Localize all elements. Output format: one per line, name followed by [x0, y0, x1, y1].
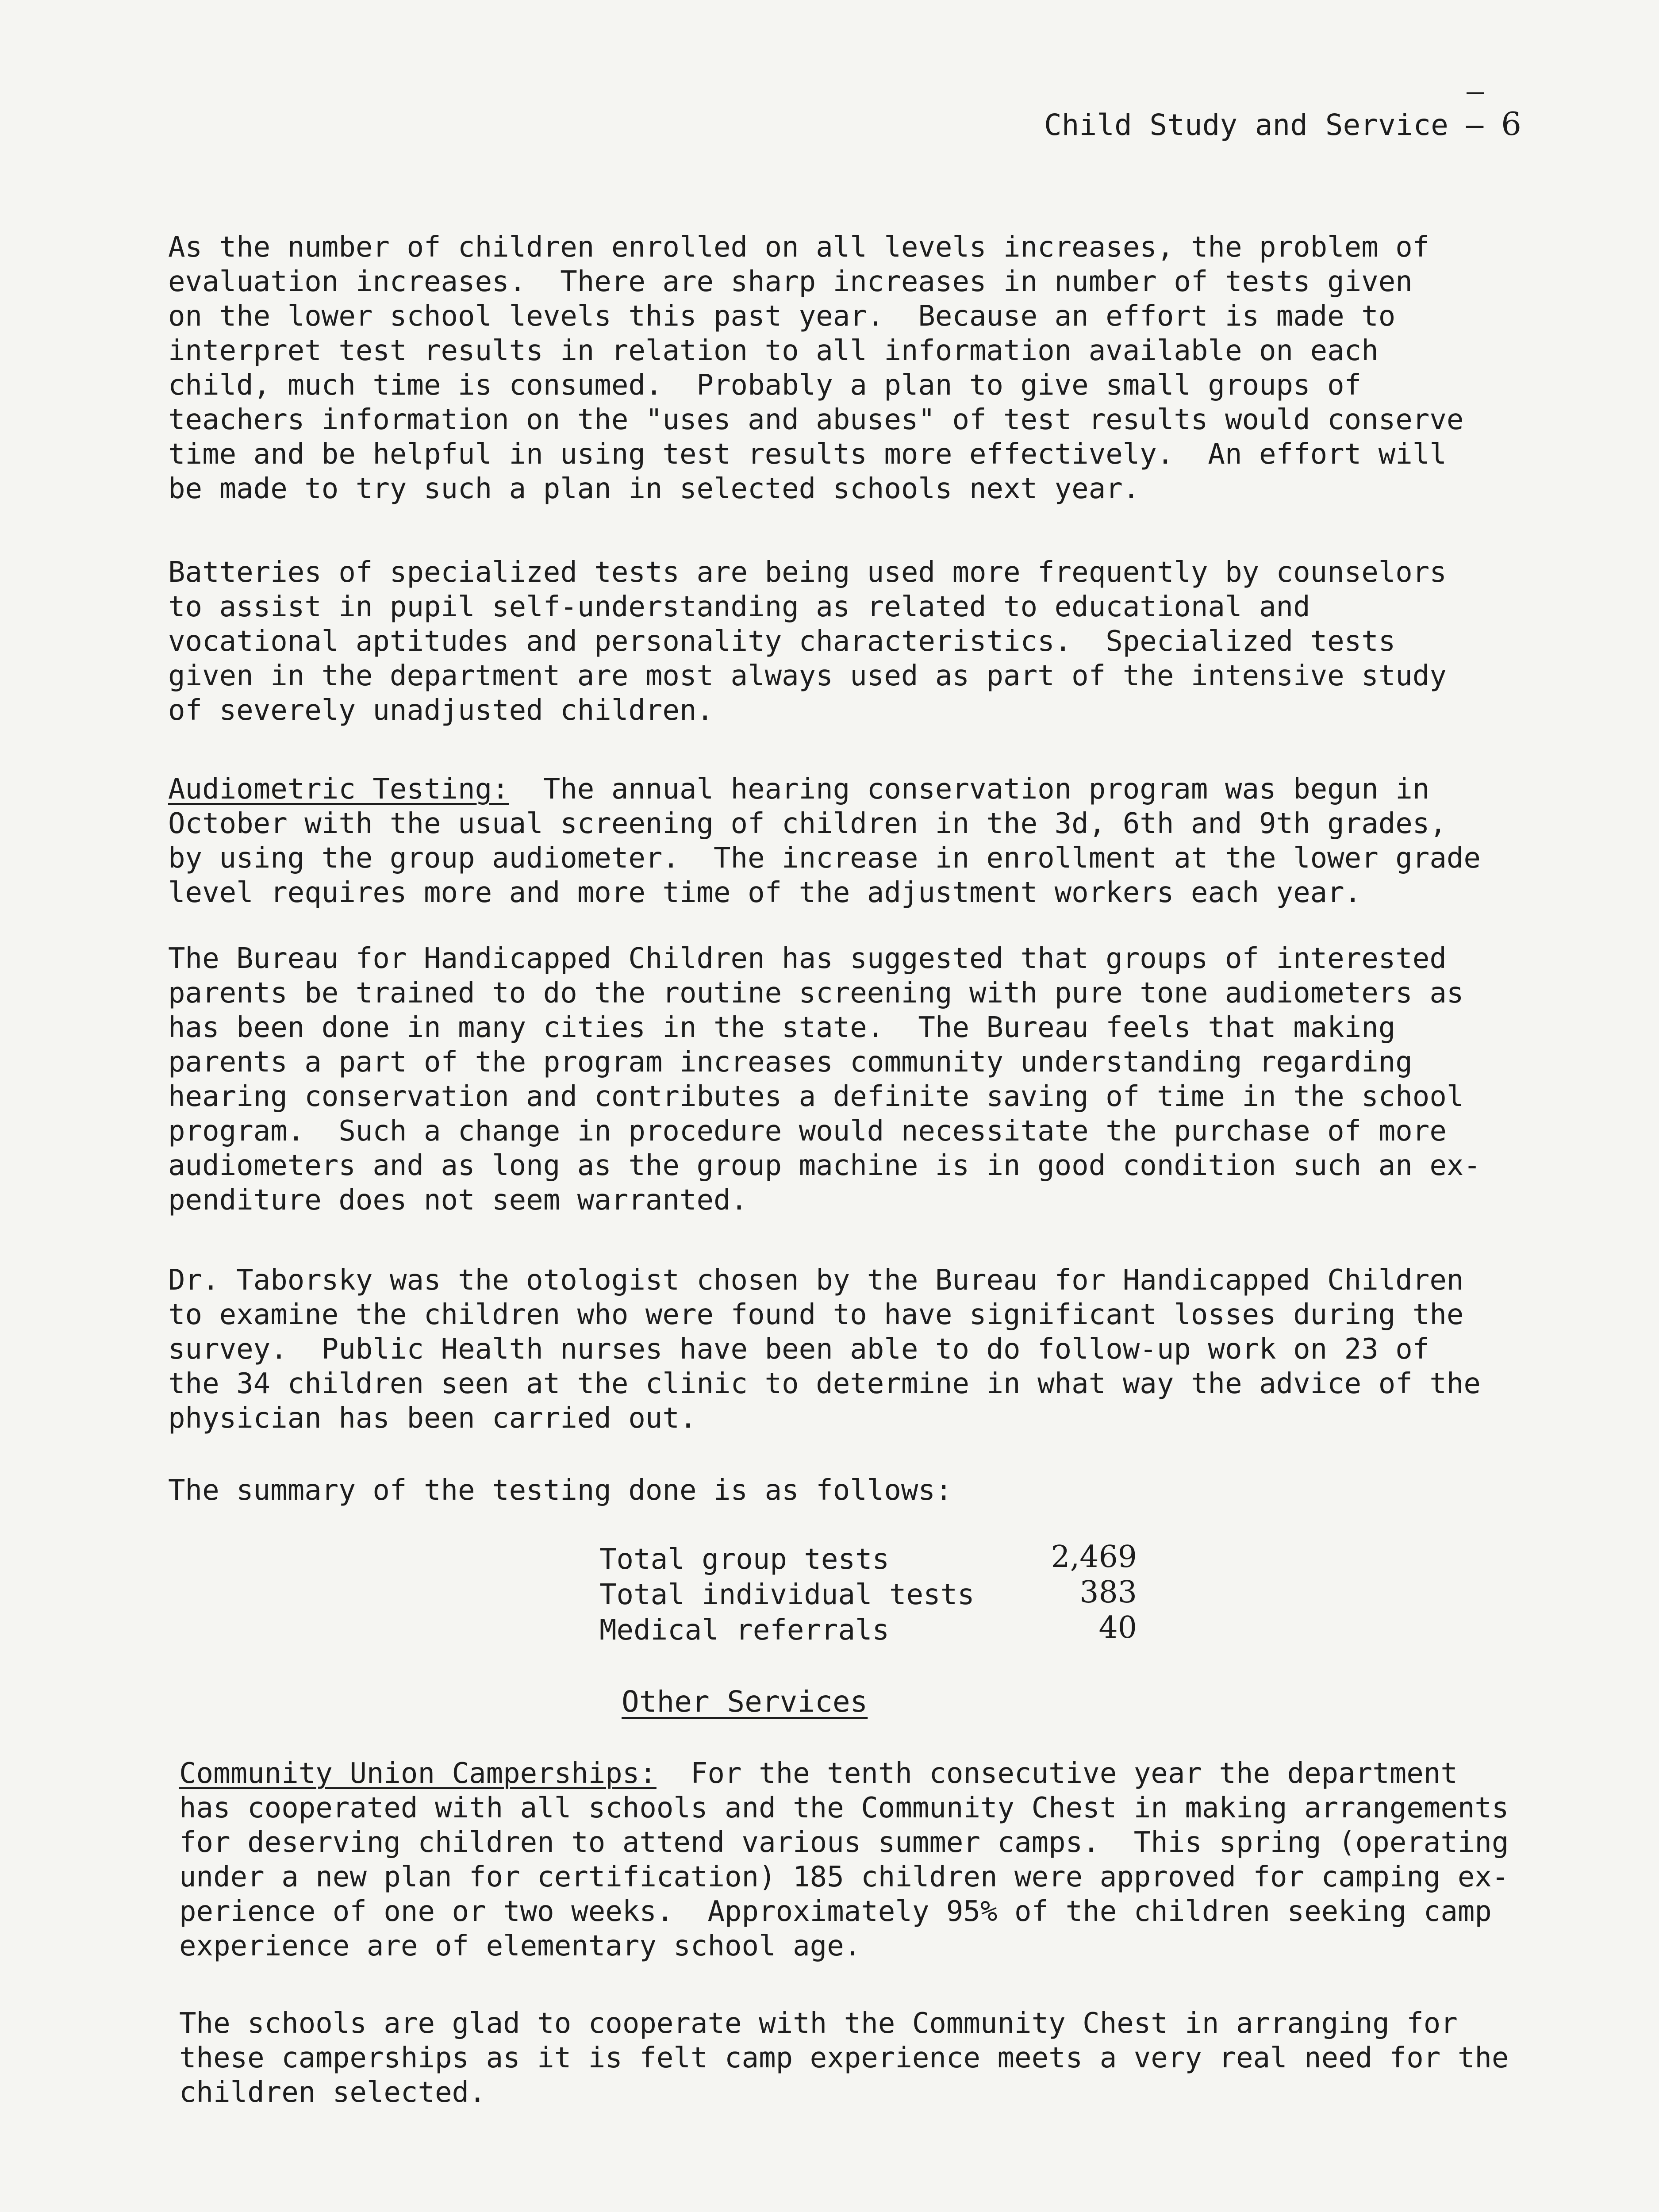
summary-label: Total individual tests — [599, 1578, 975, 1611]
paragraph-taborsky — [168, 1263, 1548, 1436]
text-line: Batteries of specialized tests are being used more frequently by counselors — [168, 556, 1447, 589]
text-line: under a new plan for certification) 185 children were approved for camping ex- — [179, 1861, 1509, 1893]
text-line: has been done in many cities in the state. The Bureau feels that making — [168, 1011, 1396, 1044]
paragraph-evaluation — [168, 230, 1548, 506]
text-line: the 34 children seen at the clinic to determine in what way the advice of the — [168, 1367, 1481, 1400]
paragraph-summary-intro — [168, 1473, 1548, 1508]
summary-label: Medical referrals — [599, 1614, 890, 1647]
text-line: of severely unadjusted children. — [168, 694, 714, 727]
text-line: for deserving children to attend various summer camps. This spring (operating — [179, 1826, 1509, 1859]
text-line: survey. Public Health nurses have been able to do follow-up work on 23 of — [168, 1333, 1430, 1366]
text-line: by using the group audiometer. The increase in enrollment at the lower grade — [168, 842, 1481, 875]
text-line: level requires more and more time of the adjustment workers each year. — [168, 876, 1362, 909]
page-number: 6 — [1501, 105, 1521, 142]
text-line: to assist in pupil self-understanding as related to educational and — [168, 591, 1310, 623]
text-line: time and be helpful in using test results more effectively. An effort will — [168, 438, 1447, 471]
text-line — [179, 1756, 1559, 1791]
header-dash: – — [1466, 108, 1484, 142]
text-line: parents be trained to do the routine screening with pure tone audiometers as — [168, 977, 1464, 1010]
text-line: physician has been carried out. — [168, 1402, 697, 1435]
text-line: children selected. — [179, 2076, 486, 2109]
page-header — [1044, 105, 1521, 142]
text-fragment: For the tenth consecutive year the department — [656, 1757, 1458, 1790]
text-line: The Bureau for Handicapped Children has suggested that groups of interested — [168, 942, 1447, 975]
text-line: evaluation increases. There are sharp increases in number of tests given — [168, 265, 1413, 298]
text-line: hearing conservation and contributes a definite saving of time in the school — [168, 1080, 1464, 1113]
camperships-heading: Community Union Camperships: — [179, 1757, 657, 1790]
text-line: be made to try such a plan in selected schools next year. — [168, 472, 1140, 505]
text-line: vocational aptitudes and personality characteristics. Specialized tests — [168, 625, 1396, 658]
text-line: The schools are glad to cooperate with the Community Chest in arranging for — [179, 2007, 1458, 2040]
text-line: The summary of the testing done is as follows: — [168, 1474, 952, 1507]
text-line: has cooperated with all schools and the Community Chest in making arrangements — [179, 1792, 1509, 1824]
summary-label: Total group tests — [599, 1543, 890, 1576]
text-line: October with the usual screening of children in the 3d, 6th and 9th grades, — [168, 807, 1447, 840]
text-line: to examine the children who were found to have significant losses during the — [168, 1298, 1464, 1331]
paragraph-audiometric — [168, 772, 1548, 910]
text-line: Dr. Taborsky was the otologist chosen by the Bureau for Handicapped Children — [168, 1264, 1464, 1297]
text-line: interpret test results in relation to all information available on each — [168, 334, 1379, 367]
top-mark: – — [1467, 74, 1484, 108]
other-services-heading: Other Services — [622, 1685, 868, 1719]
text-line: program. Such a change in procedure would necessitate the purchase of more — [168, 1115, 1447, 1148]
summary-value: 2,469 — [1051, 1540, 1137, 1575]
text-line: audiometers and as long as the group machine is in good condition such an ex- — [168, 1149, 1481, 1182]
text-fragment: The annual hearing conservation program was begun in — [509, 773, 1430, 806]
text-line: teachers information on the "uses and abuses" of test results would conserve — [168, 403, 1464, 436]
text-line: given in the department are most always used as part of the intensive study — [168, 660, 1447, 692]
paragraph-camperships — [179, 1756, 1559, 1963]
text-line: perience of one or two weeks. Approximately 95% of the children seeking camp — [179, 1895, 1492, 1928]
text-line: penditure does not seem warranted. — [168, 1184, 748, 1217]
text-line — [168, 772, 1548, 806]
paragraph-closing — [179, 2006, 1559, 2110]
header-title: Child Study and Service — [1044, 108, 1448, 142]
text-line: child, much time is consumed. Probably a plan to give small groups of — [168, 369, 1362, 402]
text-line: parents a part of the program increases community understanding regarding — [168, 1046, 1413, 1079]
paragraph-batteries — [168, 555, 1548, 728]
summary-value: 40 — [1098, 1610, 1137, 1645]
summary-value: 383 — [1079, 1575, 1137, 1610]
text-line: on the lower school levels this past year. Because an effort is made to — [168, 300, 1396, 333]
text-line: experience are of elementary school age. — [179, 1930, 861, 1962]
text-line: As the number of children enrolled on all levels increases, the problem of — [168, 231, 1430, 264]
audiometric-heading: Audiometric Testing: — [168, 773, 509, 806]
text-line: these camperships as it is felt camp experience meets a very real need for the — [179, 2042, 1509, 2074]
paragraph-bureau — [168, 941, 1548, 1217]
